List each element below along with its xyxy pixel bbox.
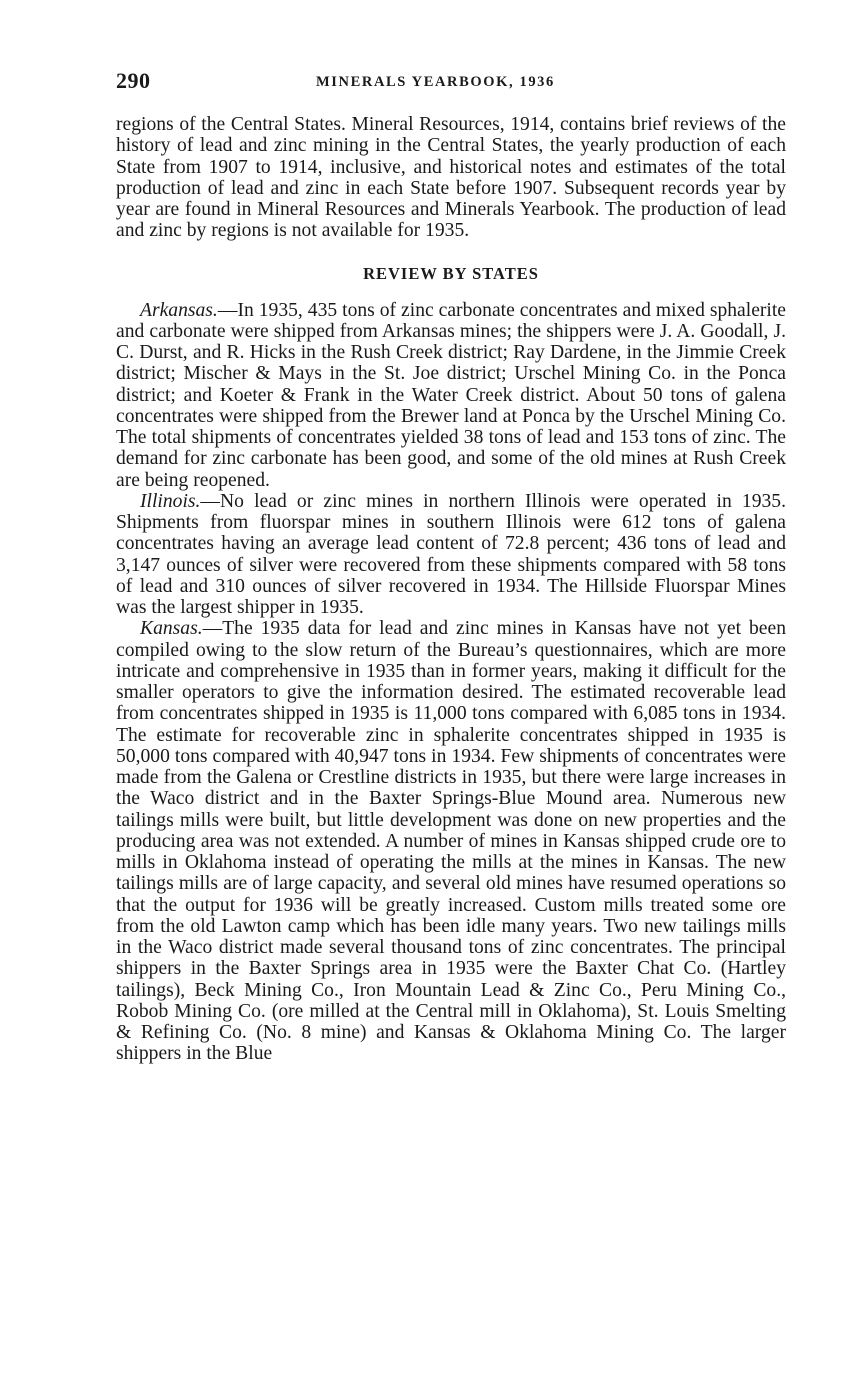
paragraph-arkansas bbox=[116, 300, 786, 491]
state-name-kansas: Kansas. bbox=[140, 618, 203, 640]
section-heading: REVIEW BY STATES bbox=[363, 263, 539, 283]
paragraph-kansas-text: —The 1935 data for lead and zinc mines in Kansas have not yet been compiled owing to the slow return of the Bureau’s questionnaires, which are more intricate and comprehensive in 1935 than in former years, making it difficult for the smaller operators to give the information desired. The estimated recoverable lead from concentrates shipped in 1935 is 11,000 tons compared with 6,085 tons in 1934. The estimate for recoverable zinc in sphalerite concentrates shipped in 1935 is 50,000 tons compared with 40,947 tons in 1934. Few shipments of concentrates were made from the Galena or Crestline districts in 1935, but there were large increases in the Waco district and in the Baxter Springs-Blue Mound area. Numerous new tailings mills were built, but little development was done on new properties and the producing area was not extended. A number of mines in Kansas shipped crude ore to mills in Oklahoma instead of operating the mills at the mines in Kansas. The new tailings mills are of large capacity, and several old mines have resumed operations so that the output for 1936 will be greatly increased. Custom mills treated some ore from the old Lawton camp which has been idle many years. Two new tailings mills in the Waco district made several thousand tons of zinc concentrates. The principal shippers in the Baxter Springs area in 1935 were the Baxter Chat Co. (Hartley tailings), Beck Mining Co., Iron Mountain Lead & Zinc Co., Peru Mining Co., Robob Mining Co. (ore milled at the Central mill in Oklahoma), St. Louis Smelting & Refining Co. (No. 8 mine) and Kansas & Oklahoma Mining Co. The larger shippers in the Blue bbox=[116, 618, 786, 1065]
document-page bbox=[116, 68, 786, 1065]
paragraph-kansas bbox=[116, 618, 786, 1064]
paragraph-illinois bbox=[116, 491, 786, 619]
paragraph-illinois-text: —No lead or zinc mines in northern Illinois were operated in 1935. Shipments from fluorspar mines in southern Illinois were 612 tons of galena concentrates having an average lead content of 72.8 percent; 436 tons of lead and 3,147 ounces of silver were recovered from these shipments compared with 58 tons of lead and 310 ounces of silver recovered in 1934. The Hillside Fluorspar Mines was the largest shipper in 1935. bbox=[116, 490, 786, 618]
running-header bbox=[116, 68, 786, 98]
running-title: MINERALS YEARBOOK, 1936 bbox=[316, 74, 555, 90]
intro-paragraph: regions of the Central States. Mineral Resources, 1914, contains brief reviews of the history of lead and zinc mining in the Central States, the yearly production of each State from 1907 to 1914, inclusive, and historical notes and estimates of the total production of lead and zinc in each State before 1907. Subsequent records year by year are found in Mineral Resources and Minerals Yearbook. The production of lead and zinc by regions is not available for 1935. bbox=[116, 114, 786, 242]
page-number: 290 bbox=[116, 68, 151, 93]
state-name-arkansas: Arkansas. bbox=[140, 299, 218, 321]
state-name-illinois: Illinois. bbox=[140, 490, 201, 512]
paragraph-arkansas-text: —In 1935, 435 tons of zinc carbonate concentrates and mixed sphalerite and carbonate were shipped from Arkansas mines; the shippers were J. A. Goodall, J. C. Durst, and R. Hicks in the Rush Creek district; Ray Dardene, in the Jimmie Creek district; Mischer & Mays in the St. Joe district; Urschel Mining Co. in the Ponca district; and Koeter & Frank in the Water Creek district. About 50 tons of galena concentrates were shipped from the Brewer land at Ponca by the Urschel Mining Co. The total shipments of concentrates yielded 38 tons of lead and 153 tons of zinc. The demand for zinc carbonate has been good, and some of the old mines at Rush Creek are being reopened. bbox=[116, 299, 786, 491]
